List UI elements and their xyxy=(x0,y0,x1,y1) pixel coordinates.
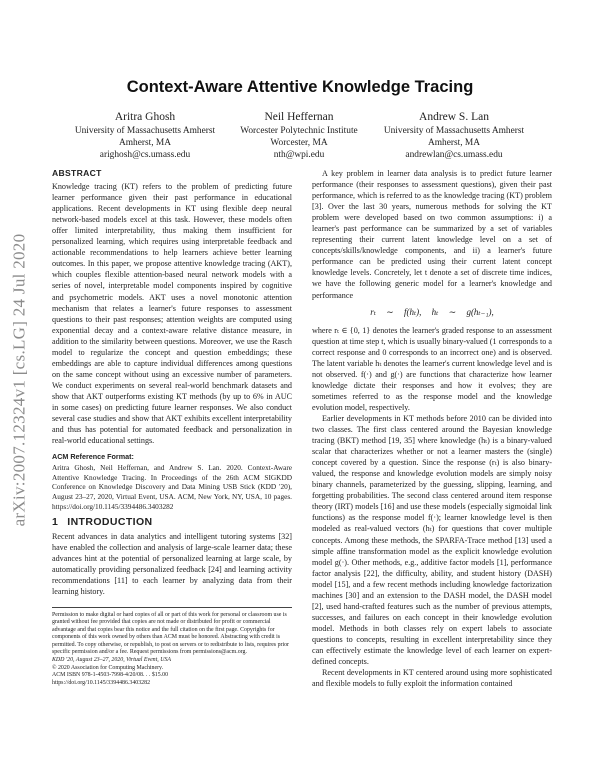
author-email[interactable]: andrewlan@cs.umass.edu xyxy=(405,150,503,160)
author-affiliation: Worcester Polytechnic Institute xyxy=(240,126,358,136)
body-paragraph: Recent developments in KT centered around using more sophisticated and flexible models to fully exploit the information contained xyxy=(312,668,552,689)
footnote-copyright: © 2020 Association for Computing Machinery. xyxy=(52,664,164,671)
footnote-divider xyxy=(52,607,292,608)
acm-reference-text: Aritra Ghosh, Neil Heffernan, and Andrew S. Lan. 2020. Context-Aware Attentive Knowledge Tracing. In Proceedings of the 26th ACM SIGKDD Conference on Knowledge Discovery and Data Mining USB Stick (KDD '20), August 23–27, 2020, Virtual Event, USA. ACM, New York, NY, USA, 10 pages. https://doi.org/10.1145/3394486.3403282 xyxy=(52,463,292,511)
arxiv-watermark: arXiv:2007.12324v1 [cs.LG] 24 Jul 2020 xyxy=(9,233,29,527)
section-number: 1 xyxy=(52,516,59,529)
author-email[interactable]: nth@wpi.edu xyxy=(273,150,325,160)
author-email[interactable]: arighosh@cs.umass.edu xyxy=(99,150,191,160)
author-affiliation: University of Massachusetts Amherst xyxy=(383,126,525,136)
acm-reference-heading: ACM Reference Format: xyxy=(52,452,134,462)
author-location: Amherst, MA xyxy=(118,138,172,148)
right-column xyxy=(312,168,552,689)
abstract-text: Knowledge tracing (KT) refers to the problem of predicting future learner performance given their past performance in educational applications. Recent developments in KT using flexible deep neural network-based models excel at this task. However, these models often offer limited interpretability, thus making them insufficient for personalized learning, which requires using interpretable feedback and actionable recommendations to help learners achieve better learning outcomes. In this paper, we propose attentive knowledge tracing (AKT), which couples flexible attention-based neural network models with a series of novel, interpretable model components inspired by cognitive and psychometric models. AKT uses a novel monotonic attention mechanism that relates a learner's future responses to assessment questions to their past responses; attention weights are computed using exponential decay and a context-aware relative distance measure, in addition to the similarity between questions. Moreover, we use the Rasch model to regularize the concept and question embeddings; these embeddings are able to capture individual differences among questions on the same concept without using an excessive number of parameters. We conduct experiments on several real-world benchmark datasets and show that AKT outperforms existing KT methods (by up to 6% in AUC in some cases) on predicting future learner responses. We also conduct several case studies and show that AKT exhibits excellent interpretability and thus has potential for automated feedback and personalization in real-world educational settings. xyxy=(52,182,292,446)
author-location: Amherst, MA xyxy=(427,138,481,148)
abstract-heading: ABSTRACT xyxy=(52,168,102,178)
footnote-doi[interactable]: https://doi.org/10.1145/3394486.3403282 xyxy=(52,679,151,686)
body-paragraph: where rₜ ∈ {0, 1} denotes the learner's graded response to an assessment question at time step t, which is usually binary-valued (1 corresponds to a correct response and 0 corresponds to an incorrect one) and is observed. The latent variable hₜ denotes the learner's current knowledge level and is not observed. f(·) and g(·) are functions that characterize how learner knowledge dictate their responses and how it evolves; they are sometimes referred to as the response model and the knowledge evolution model, respectively. xyxy=(312,325,552,412)
body-paragraph: A key problem in learner data analysis is to predict future learner performance (their responses to assessment questions), given their past performance, which is referred to as the knowledge tracing (KT) problem [3]. Over the last 30 years, numerous methods for solving the KT problem were developed based on two common assumptions: i) a learner's past performance can be summarized by a set of variables representing their current latent knowledge level on a set of concepts/skills/knowledge components, and ii) a learner's future performance can be predicted using their current latent concept knowledge levels. Concretely, let t denote a set of discrete time indices, we have the following generic model for a learner's knowledge and performance xyxy=(312,169,552,300)
author-name: Aritra Ghosh xyxy=(114,111,176,123)
section-title: INTRODUCTION xyxy=(67,516,153,529)
intro-paragraph: Recent advances in data analytics and intelligent tutoring systems [32] have enabled the collection and analysis of large-scale learner data; these advances hint at the potential of personalized learning at large scale, by automatically providing personalized feedback [24] and learning activity recommendations [11] to each learner by analyzing data from their learning history. xyxy=(52,532,292,597)
left-column xyxy=(52,168,292,687)
author-block xyxy=(354,110,554,161)
permission-footnote xyxy=(52,612,292,688)
author-name: Andrew S. Lan xyxy=(419,111,489,123)
paper-title: Context-Aware Attentive Knowledge Tracing xyxy=(126,78,474,96)
section-heading-introduction xyxy=(52,517,292,528)
footnote-isbn: ACM ISBN 978-1-4503-7998-4/20/08. . . $15.00 xyxy=(52,672,169,679)
author-location: Worcester, MA xyxy=(270,138,328,148)
footnote-permission: Permission to make digital or hard copies of all or part of this work for personal or classroom use is granted without fee provided that copies are not made or distributed for profit or commercial advantage and that copies bear this notice and the full citation on the first page. Copyrights for components of this work owned by others than ACM must be honored. Abstracting with credit is permitted. To copy otherwise, or republish, to post on servers or to redistribute to lists, requires prior specific permission and/or a fee. Request permissions from permissions@acm.org. xyxy=(52,611,290,656)
author-name: Neil Heffernan xyxy=(264,111,334,123)
author-affiliation: University of Massachusetts Amherst xyxy=(74,126,216,136)
body-paragraph: Earlier developments in KT methods before 2010 can be divided into two classes. The first class centered around the Bayesian knowledge tracing (BKT) method [19, 35] where knowledge (hₜ) is a binary-valued scalar that characterizes whether or not a learner masters the (single) concept covered by a question. Since the response (rₜ) is also binary-valued, the response and knowledge evolution models are simply noisy binary channels, parameterized by the guessing, slipping, learning, and forgetting probabilities. The second class centered around item response theory (IRT) models [16] and use these models (especially sigmoidal link functions) as the response model f(·); learner knowledge level is then modeled as real-valued vectors (hₜ) for questions that cover multiple concepts. Among these methods, the SPARFA-Trace method [13] used a simple affine transformation model as the explicit knowledge evolution model g(·). Other methods, e.g., additive factor models [1], performance factor analysis [22], the difficulty, ability, and student history (DASH) model [15], and a few recent methods including knowledge factorization machines [30] and an extension to the DASH model, the DASH model [2], used hand-crafted features such as the number of previous attempts, successes, and failures on each concept in their knowledge evolution model. Methods in both classes rely on expert labels to associate questions to concepts, resulting in excellent interpretability since they can effectively estimate the knowledge level of each learner on expert-defined concepts. xyxy=(312,413,552,667)
equation: rₜ ∼ f(hₜ), hₜ ∼ g(hₜ₋₁), xyxy=(370,306,494,317)
footnote-venue: KDD '20, August 23–27, 2020, Virtual Event, USA xyxy=(52,657,172,664)
